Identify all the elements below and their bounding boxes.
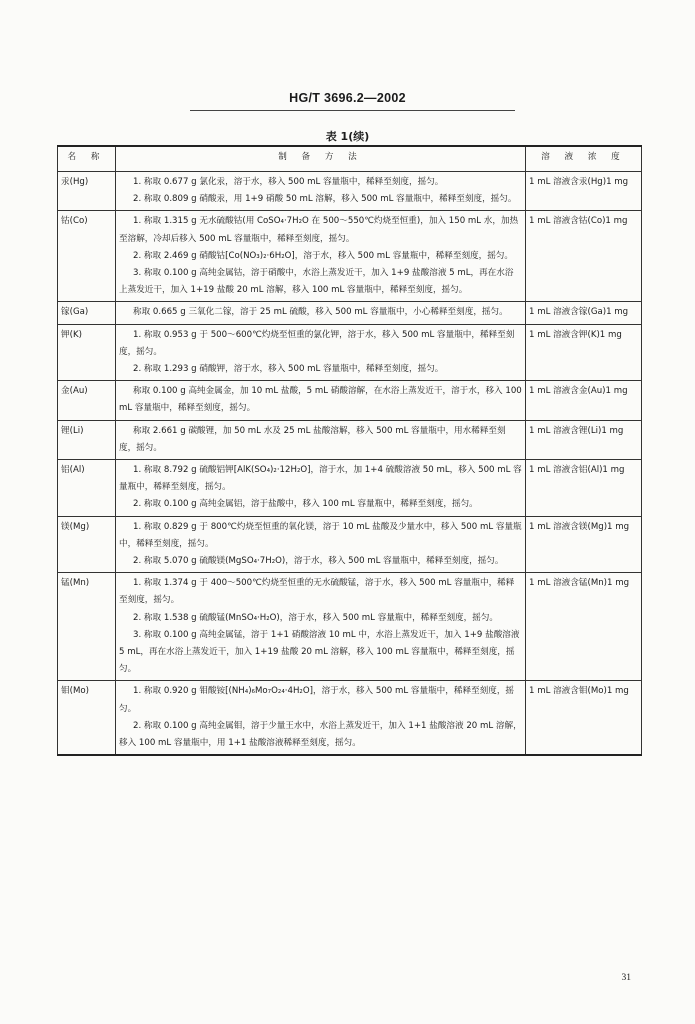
header-rule [190,110,515,111]
table-body [58,172,642,756]
method-step: 2. 称取 0.100 g 高纯金属钼，溶于少量王水中，水浴上蒸发近干，加入 1+1 盐酸溶液 20 mL 溶解，移入 100 mL 容量瓶中，用 1+1 盐酸溶液稀释至刻度，摇匀。 [119,720,522,749]
table-header-row [58,146,642,172]
concentration-cell: 1 mL 溶液含锰(Mn)1 mg [526,573,642,681]
element-name-cell: 锰(Mn) [58,573,116,681]
standard-code-header: HG/T 3696.2—2002 [289,91,406,105]
method-step: 2. 称取 0.100 g 高纯金属铝，溶于盐酸中，移入 100 mL 容量瓶中，稀释至刻度，摇匀。 [133,499,478,510]
table-row [58,324,642,381]
method-step: 称取 0.665 g 三氧化二镓，溶于 25 mL 硫酸，移入 500 mL 容量瓶中，小心稀释至刻度，摇匀。 [133,307,508,318]
table-row [58,211,642,302]
element-name-cell: 钼(Mo) [58,681,116,755]
table-row [58,516,642,573]
element-name-cell: 铝(Al) [58,460,116,517]
method-step: 3. 称取 0.100 g 高纯金属钴，溶于硝酸中，水浴上蒸发近干，加入 1+9 盐酸溶液 5 mL，再在水浴上蒸发近干，加入 1+19 盐酸 20 mL 溶解，移入 100 mL 容量瓶中，稀释至刻度，摇匀。 [119,268,514,296]
element-name-cell: 镁(Mg) [58,516,116,573]
table-row [58,420,642,459]
method-step: 1. 称取 1.315 g 无水硫酸钴(用 CoSO₄·7H₂O 在 500～550℃灼烧至恒重)，加入 150 mL 水，加热至溶解，冷却后移入 500 mL 容量瓶中，稀释至刻度，摇匀。 [119,216,519,244]
concentration-cell: 1 mL 溶液含镓(Ga)1 mg [526,302,642,324]
method-step: 1. 称取 1.374 g 于 400～500℃灼烧至恒重的无水硫酸锰，溶于水，移入 500 mL 容量瓶中，稀释至刻度，摇匀。 [119,578,515,606]
table-row [58,172,642,211]
table-row [58,681,642,755]
table-row [58,460,642,517]
concentration-cell: 1 mL 溶液含锂(Li)1 mg [526,420,642,459]
table-row [58,302,642,324]
concentration-cell: 1 mL 溶液含钴(Co)1 mg [526,211,642,302]
header-method: 制 备 方 法 [116,146,526,172]
method-step: 1. 称取 0.677 g 氯化汞，溶于水，移入 500 mL 容量瓶中，稀释至刻度，摇匀。 [133,177,444,187]
method-step: 2. 称取 0.809 g 硝酸汞，用 1+9 硝酸 50 mL 溶解，移入 500 mL 容量瓶中，稀释至刻度，摇匀。 [133,194,517,205]
method-cell [116,211,526,302]
method-step: 3. 称取 0.100 g 高纯金属锰，溶于 1+1 硝酸溶液 10 mL 中，水浴上蒸发近干，加入 1+9 盐酸溶液 5 mL，再在水浴上蒸发近干，加入 1+19 盐酸 20 mL 溶解，移入 100 mL 容量瓶中，稀释至刻度，摇匀。 [119,629,520,675]
method-cell [116,516,526,573]
header-name: 名 称 [58,146,116,172]
method-step: 1. 称取 0.829 g 于 800℃灼烧至恒重的氧化镁，溶于 10 mL 盐酸及少量水中，移入 500 mL 容量瓶中，稀释至刻度，摇匀。 [119,521,522,549]
method-step: 2. 称取 1.293 g 硝酸钾，溶于水，移入 500 mL 容量瓶中，稀释至刻度，摇匀。 [133,364,444,375]
method-cell [116,381,526,420]
method-step: 称取 0.100 g 高纯金属金，加 10 mL 盐酸，5 mL 硝酸溶解，在水浴上蒸发近干，溶于水，移入 100 mL 容量瓶中，稀释至刻度，摇匀。 [119,386,522,414]
method-step: 1. 称取 0.953 g 于 500～600℃灼烧至恒重的氯化钾，溶于水，移入 500 mL 容量瓶中，稀释至刻度，摇匀。 [119,329,515,357]
table-row [58,573,642,681]
concentration-cell: 1 mL 溶液含金(Au)1 mg [526,381,642,420]
page-number: 31 [621,973,631,983]
element-name-cell: 钾(K) [58,324,116,381]
table-caption: 表 1(续) [325,130,370,143]
element-name-cell: 镓(Ga) [58,302,116,324]
concentration-cell: 1 mL 溶液含钾(K)1 mg [526,324,642,381]
header-concentration: 溶 液 浓 度 [526,146,642,172]
method-step: 2. 称取 2.469 g 硝酸钴[Co(NO₃)₂·6H₂O]，溶于水，移入 500 mL 容量瓶中，稀释至刻度，摇匀。 [133,250,514,261]
element-name-cell: 金(Au) [58,381,116,420]
concentration-cell: 1 mL 溶液含钼(Mo)1 mg [526,681,642,755]
method-step: 称取 2.661 g 碳酸锂，加 50 mL 水及 25 mL 盐酸溶解，移入 500 mL 容量瓶中，用水稀释至刻度，摇匀。 [119,425,506,453]
method-step: 2. 称取 1.538 g 硫酸锰(MnSO₄·H₂O)，溶于水，移入 500 mL 容量瓶中，稀释至刻度，摇匀。 [133,612,499,623]
method-cell [116,460,526,517]
element-name-cell: 钴(Co) [58,211,116,302]
method-cell [116,681,526,755]
element-name-cell: 锂(Li) [58,420,116,459]
method-step: 2. 称取 5.070 g 硫酸镁(MgSO₄·7H₂O)，溶于水，移入 500 mL 容量瓶中，稀释至刻度，摇匀。 [133,556,504,567]
method-step: 1. 称取 8.792 g 硫酸铝钾[AlK(SO₄)₂·12H₂O]，溶于水，加 1+4 硫酸溶液 50 mL，移入 500 mL 容量瓶中，稀释至刻度，摇匀。 [119,465,522,493]
method-cell [116,573,526,681]
method-step: 1. 称取 0.920 g 钼酸铵[(NH₄)₆Mo₇O₂₄·4H₂O]，溶于水，移入 500 mL 容量瓶中，稀释至刻度，摇匀。 [119,686,515,714]
method-cell [116,302,526,324]
reagent-table [57,145,642,756]
method-cell [116,324,526,381]
element-name-cell: 汞(Hg) [58,172,116,211]
table-row [58,381,642,420]
method-cell [116,420,526,459]
method-cell [116,172,526,211]
concentration-cell: 1 mL 溶液含铝(Al)1 mg [526,460,642,517]
concentration-cell: 1 mL 溶液含镁(Mg)1 mg [526,516,642,573]
concentration-cell: 1 mL 溶液含汞(Hg)1 mg [526,172,642,211]
